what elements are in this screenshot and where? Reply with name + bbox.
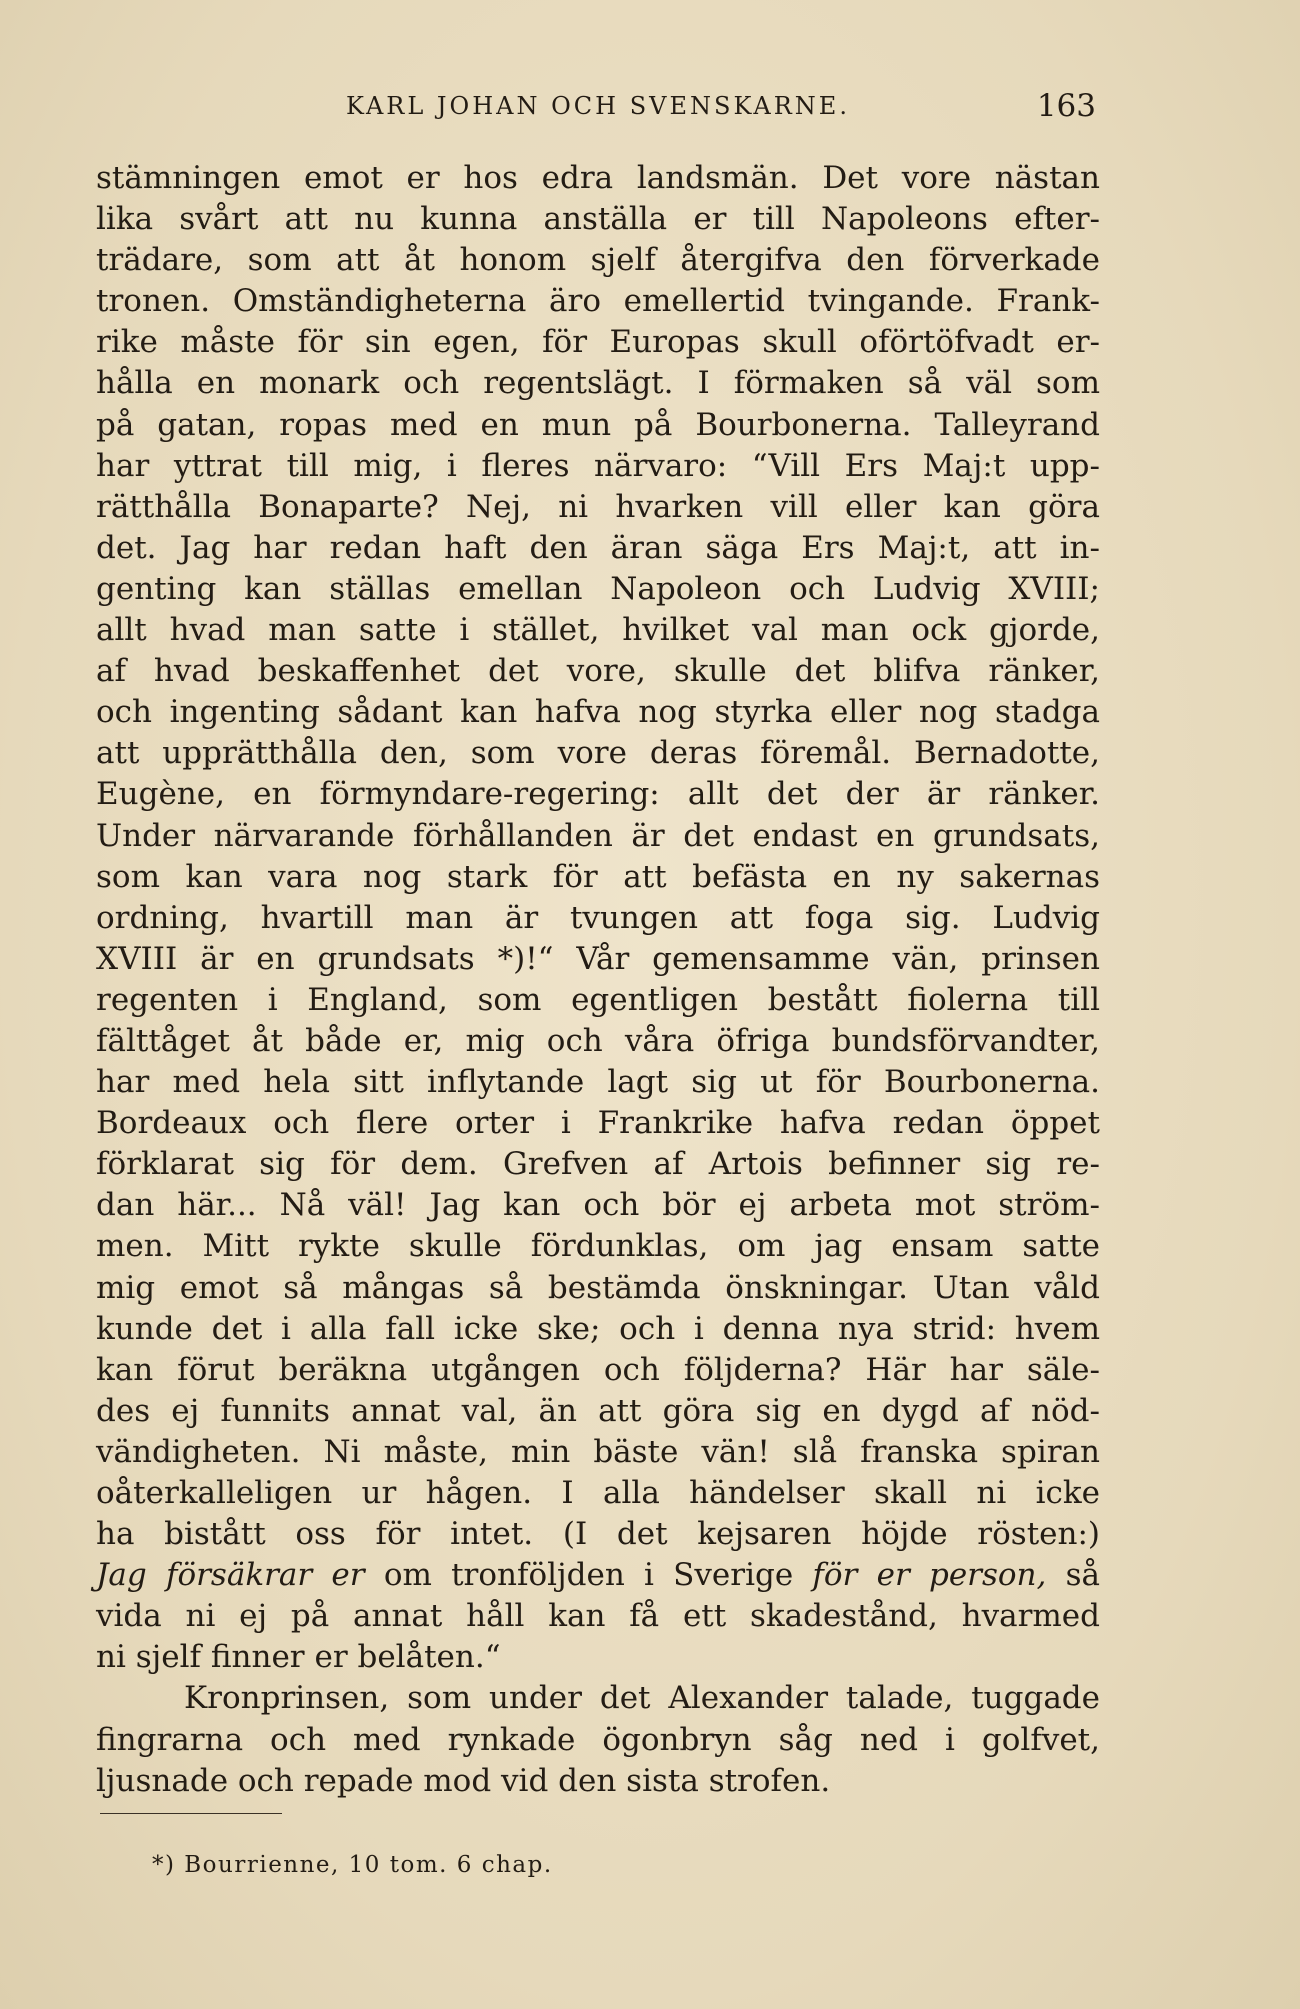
text-line: regenten i England, som egentligen bestått fiolerna till bbox=[96, 981, 1100, 1018]
text-line: ni sjelf finner er belåten.“ bbox=[96, 1639, 501, 1676]
text-line-italic-mixed bbox=[96, 1555, 1100, 1596]
text-line: ha bistått oss för intet. (I det kejsaren höjde rösten:) bbox=[96, 1516, 1100, 1553]
text-line: Under närvarande förhållanden är det endast en grundsats, bbox=[96, 817, 1100, 854]
text-line: dan här... Nå väl! Jag kan och bör ej arbeta mot ström- bbox=[96, 1187, 1100, 1224]
text-line: och ingenting sådant kan hafva nog styrka eller nog stadga bbox=[96, 694, 1100, 731]
text-line: Bordeaux och flere orter i Frankrike hafva redan öppet bbox=[96, 1105, 1100, 1142]
text-line: vida ni ej på annat håll kan få ett skadestånd, hvarmed bbox=[96, 1598, 1100, 1635]
plain-phrase: om tronföljden i Sverige bbox=[364, 1557, 813, 1594]
text-line: hålla en monark och regentslägt. I förmaken så väl som bbox=[96, 365, 1100, 402]
text-line: Kronprinsen, som under det Alexander talade, tuggade bbox=[184, 1680, 1100, 1717]
footnote-divider bbox=[100, 1813, 282, 1814]
text-line: rike måste för sin egen, för Europas skull oförtöfvadt er- bbox=[96, 324, 1100, 361]
paragraph-1 bbox=[96, 158, 1100, 1678]
text-line: har med hela sitt inflytande lagt sig ut för Bourbonerna. bbox=[96, 1064, 1100, 1101]
italic-phrase: Jag försäkrar er bbox=[96, 1557, 365, 1594]
text-line: XVIII är en grundsats *)!“ Vår gemensamme vän, prinsen bbox=[96, 940, 1100, 977]
text-line: på gatan, ropas med en mun på Bourbonerna. Talleyrand bbox=[96, 406, 1100, 443]
text-line: rätthålla Bonaparte? Nej, ni hvarken vill eller kan göra bbox=[96, 488, 1100, 525]
text-line: genting kan ställas emellan Napoleon och Ludvig XVIII; bbox=[96, 570, 1100, 607]
text-line: förklarat sig för dem. Grefven af Artois befinner sig re- bbox=[96, 1146, 1100, 1183]
text-line: fingrarna och med rynkade ögonbryn såg ned i golfvet, bbox=[96, 1721, 1100, 1758]
text-line: trädare, som att åt honom sjelf återgifva den förverkade bbox=[96, 242, 1100, 279]
italic-phrase: för er person, bbox=[812, 1557, 1047, 1594]
footnote: *) Bourrienne, 10 tom. 6 chap. bbox=[152, 1852, 553, 1878]
text-line: det. Jag har redan haft den äran säga Ers Maj:t, att in- bbox=[96, 529, 1100, 566]
page-header bbox=[96, 88, 1096, 128]
text-line: men. Mitt rykte skulle fördunklas, om jag ensam satte bbox=[96, 1228, 1100, 1265]
text-line: af hvad beskaffenhet det vore, skulle det blifva ränker, bbox=[96, 653, 1100, 690]
text-line: lika svårt att nu kunna anställa er till Napoleons efter- bbox=[96, 201, 1100, 238]
text-line: stämningen emot er hos edra landsmän. Det vore nästan bbox=[96, 160, 1100, 196]
text-line: vändigheten. Ni måste, min bäste vän! slå franska spiran bbox=[96, 1433, 1100, 1470]
text-line: tronen. Omständigheterna äro emellertid tvingande. Frank- bbox=[96, 283, 1100, 320]
text-line: har yttrat till mig, i fleres närvaro: “Vill Ers Maj:t upp- bbox=[96, 447, 1100, 484]
paragraph-2 bbox=[96, 1678, 1100, 1801]
text-line: kan förut beräkna utgången och följderna? Här har säle- bbox=[96, 1351, 1100, 1388]
page-number: 163 bbox=[1036, 88, 1096, 124]
text-line: ordning, hvartill man är tvungen att foga sig. Ludvig bbox=[96, 899, 1100, 936]
plain-phrase: så bbox=[1046, 1557, 1100, 1594]
text-line: Eugène, en förmyndare-regering: allt det der är ränker. bbox=[96, 776, 1100, 813]
text-line: allt hvad man satte i stället, hvilket val man ock gjorde, bbox=[96, 612, 1100, 649]
text-line: kunde det i alla fall icke ske; och i denna nya strid: hvem bbox=[96, 1310, 1100, 1347]
text-line: ljusnade och repade mod vid den sista strofen. bbox=[96, 1762, 831, 1799]
text-line: som kan vara nog stark för att befästa en ny sakernas bbox=[96, 858, 1100, 895]
text-line: oåterkalleligen ur hågen. I alla händelser skall ni icke bbox=[96, 1475, 1100, 1511]
text-line: des ej funnits annat val, än att göra sig en dygd af nöd- bbox=[96, 1392, 1100, 1429]
text-line: mig emot så mångas så bestämda önskningar. Utan våld bbox=[96, 1269, 1100, 1306]
text-line: fälttåget åt både er, mig och våra öfriga bundsförvandter, bbox=[96, 1022, 1100, 1059]
text-line: att upprätthålla den, som vore deras föremål. Bernadotte, bbox=[96, 735, 1100, 772]
body-text bbox=[96, 158, 1100, 1802]
running-title: KARL JOHAN OCH SVENSKARNE. bbox=[346, 92, 850, 120]
